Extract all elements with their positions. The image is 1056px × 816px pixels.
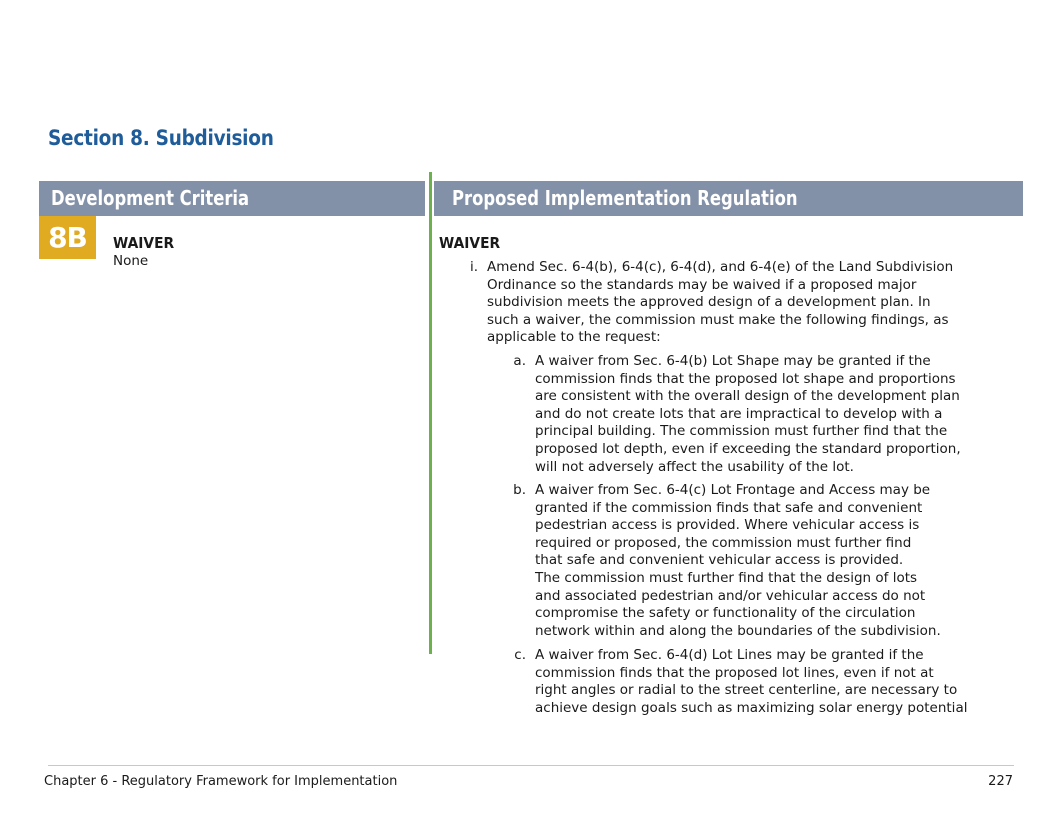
- item-text-line: pedestrian access is provided. Where vehicular access is: [535, 517, 920, 534]
- footer-divider: [48, 765, 1014, 766]
- footer-chapter: Chapter 6 - Regulatory Framework for Implementation: [44, 774, 398, 789]
- item-text-line: subdivision meets the approved design of a development plan. In: [487, 294, 931, 311]
- regulation-item-a: [513, 353, 961, 476]
- item-text-line: right angles or radial to the street centerline, are necessary to: [535, 682, 958, 699]
- regulation-item-i: [469, 259, 954, 347]
- criteria-value: None: [113, 253, 149, 269]
- regulation-title: WAIVER: [439, 234, 501, 252]
- item-text-line: network within and along the boundaries of the subdivision.: [535, 622, 941, 639]
- item-text-line: The commission must further find that the design of lots: [535, 569, 918, 586]
- item-text-line: principal building. The commission must further find that the: [535, 423, 948, 440]
- item-text-line: Ordinance so the standards may be waived if a proposed major: [487, 276, 917, 293]
- item-text-line: that safe and convenient vehicular access is provided.: [535, 552, 904, 569]
- development-criteria-header: [39, 181, 425, 216]
- item-text-line: Amend Sec. 6-4(b), 6-4(c), 6-4(d), and 6-4(e) of the Land Subdivision: [487, 259, 954, 275]
- item-text-line: required or proposed, the commission must further find: [535, 534, 912, 551]
- implementation-regulation-header-label: Proposed Implementation Regulation: [452, 186, 798, 210]
- development-criteria-header-label: Development Criteria: [51, 186, 250, 210]
- item-text-line: such a waiver, the commission must make the following findings, as: [487, 311, 949, 328]
- item-text-line: A waiver from Sec. 6-4(d) Lot Lines may be granted if the: [535, 647, 924, 663]
- implementation-regulation-header: [434, 181, 1023, 216]
- item-text-line: will not adversely affect the usability of the lot.: [535, 458, 854, 475]
- item-number: a.: [513, 353, 526, 369]
- item-text-line: compromise the safety or functionality of the circulation: [535, 605, 916, 622]
- item-number: b.: [513, 482, 526, 498]
- item-text-line: proposed lot depth, even if exceeding the standard proportion,: [535, 440, 961, 457]
- item-text-line: commission finds that the proposed lot lines, even if not at: [535, 664, 934, 681]
- item-text-line: are consistent with the overall design of the development plan: [535, 388, 960, 405]
- page-number: 227: [988, 774, 1013, 789]
- item-text-line: A waiver from Sec. 6-4(c) Lot Frontage and Access may be: [535, 482, 931, 498]
- item-text-line: commission finds that the proposed lot shape and proportions: [535, 370, 956, 387]
- item-text-line: achieve design goals such as maximizing solar energy potential: [535, 699, 968, 716]
- criteria-badge: 8B: [39, 216, 96, 259]
- section-title: Section 8. Subdivision: [48, 126, 274, 150]
- item-text-line: and associated pedestrian and/or vehicular access do not: [535, 587, 926, 604]
- item-text-line: A waiver from Sec. 6-4(b) Lot Shape may be granted if the: [535, 353, 931, 369]
- item-number: i.: [469, 259, 478, 275]
- item-text-line: and do not create lots that are impractical to develop with a: [535, 405, 943, 422]
- criteria-title: WAIVER: [113, 234, 175, 252]
- item-text-line: granted if the commission finds that safe and convenient: [535, 499, 923, 516]
- item-number: c.: [514, 647, 526, 663]
- column-divider: [429, 172, 432, 654]
- item-text-line: applicable to the request:: [487, 329, 661, 346]
- regulation-item-b: [513, 482, 941, 640]
- regulation-item-c: [514, 647, 968, 717]
